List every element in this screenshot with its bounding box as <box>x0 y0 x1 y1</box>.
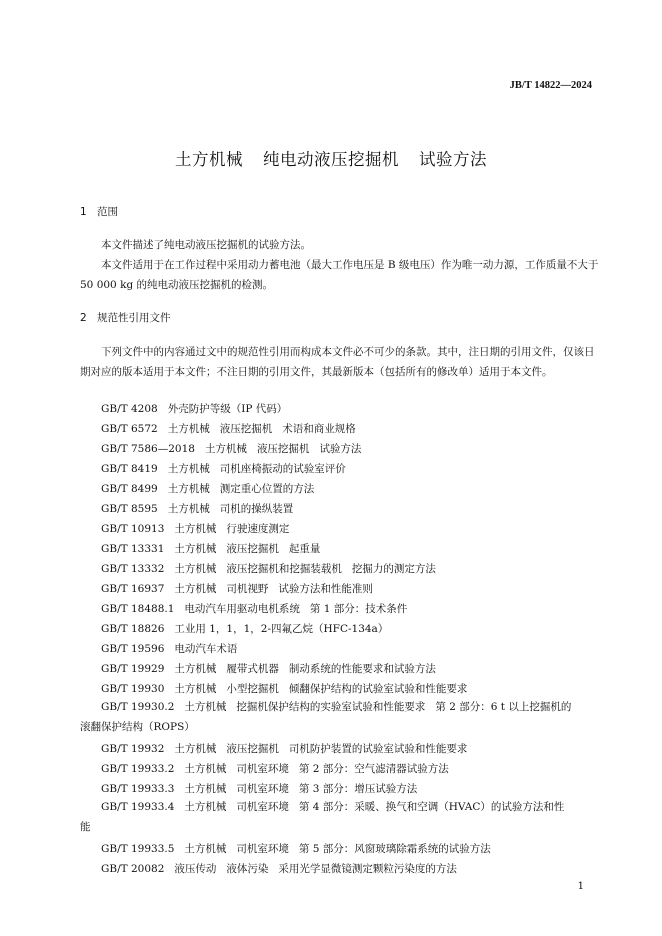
reference-code: GB/T 19932 <box>101 743 165 755</box>
reference-code: GB/T 4208 <box>101 403 158 415</box>
reference-title-part: 履带式机器 <box>226 663 279 675</box>
reference-title-part: 小型挖掘机 <box>226 683 279 695</box>
reference-title-part: 第 2 部分：6 t 以上挖掘机的 <box>435 701 572 713</box>
reference-code: GB/T 16937 <box>101 583 165 595</box>
reference-title-part: 土方机械 <box>184 701 227 713</box>
reference-title-part: 液压挖掘机 <box>226 543 279 555</box>
reference-code: GB/T 19930.2 <box>101 701 175 713</box>
reference-item <box>101 521 289 536</box>
reference-title-part: 测定重心位置的方法 <box>219 483 315 495</box>
section-1-heading <box>80 204 118 219</box>
document-title <box>0 146 662 170</box>
section-2-title: 规范性引用文件 <box>97 312 171 324</box>
reference-title-part: 土方机械 <box>204 443 247 455</box>
reference-title-part: 土方机械 <box>167 463 210 475</box>
reference-item <box>80 797 600 837</box>
section-1-number: 1 <box>80 206 87 218</box>
reference-title-part: 挖掘机保护结构的实验室试验和性能要求 <box>236 701 426 713</box>
reference-code: GB/T 19596 <box>101 643 165 655</box>
reference-title-part: 司机室环境 <box>236 763 289 775</box>
reference-title-part: 第 5 部分：风窗玻璃除霜系统的试验方法 <box>298 843 491 855</box>
reference-title-part: 土方机械 <box>184 843 227 855</box>
reference-item <box>101 661 436 676</box>
title-part-1: 土方机械 <box>175 150 243 169</box>
reference-code: GB/T 18488.1 <box>101 603 175 615</box>
reference-code: GB/T 10913 <box>101 523 165 535</box>
reference-code: GB/T 7586—2018 <box>101 443 195 455</box>
reference-title-part: 土方机械 <box>174 743 217 755</box>
reference-code: GB/T 6572 <box>101 423 158 435</box>
reference-item <box>101 561 436 576</box>
reference-code: GB/T 19929 <box>101 663 165 675</box>
reference-item <box>101 861 457 876</box>
reference-title-part: 术语和商业规格 <box>282 423 356 435</box>
reference-code: GB/T 19933.3 <box>101 783 175 795</box>
reference-item <box>101 581 373 596</box>
reference-title-part: 采用光学显微镜测定颗粒污染度的方法 <box>278 863 457 875</box>
page-number: 1 <box>577 881 584 892</box>
reference-item <box>101 621 388 636</box>
reference-title-part: 液压挖掘机 <box>226 743 279 755</box>
title-part-3: 试验方法 <box>419 150 487 169</box>
reference-title-part: 电动汽车用驱动电机系统 <box>184 603 300 615</box>
reference-title-part: 土方机械 <box>167 503 210 515</box>
reference-title-part: 土方机械 <box>174 583 217 595</box>
reference-item <box>101 601 407 616</box>
reference-title-part: 第 2 部分：空气滤清器试验方法 <box>298 763 449 775</box>
reference-item <box>101 441 361 456</box>
reference-title-part: 土方机械 <box>174 563 217 575</box>
reference-code: GB/T 20082 <box>101 863 165 875</box>
reference-item <box>101 841 491 856</box>
title-part-2: 纯电动液压挖掘机 <box>263 150 399 169</box>
reference-title-part: 土方机械 <box>174 663 217 675</box>
section-2-number: 2 <box>80 312 87 324</box>
section-1-para-2: 本文件适用于在工作过程中采用动力蓄电池（最大工作电压是 B 级电压）作为唯一动力源，工作质量不大于 50 000 kg 的纯电动液压挖掘机的检测。 <box>80 259 599 291</box>
reference-title-part: 第 3 部分：增压试验方法 <box>298 783 418 795</box>
reference-title-part: 土方机械 <box>184 763 227 775</box>
reference-title-part: 土方机械 <box>167 483 210 495</box>
reference-title-part: 土方机械 <box>174 523 217 535</box>
reference-title-part: 土方机械 <box>167 423 210 435</box>
reference-title-part: 司机室环境 <box>236 843 289 855</box>
reference-title-part: 司机室环境 <box>236 783 289 795</box>
reference-code: GB/T 19930 <box>101 683 165 695</box>
reference-item <box>101 781 417 796</box>
reference-item <box>101 741 467 756</box>
reference-item <box>101 641 237 656</box>
reference-code: GB/T 13332 <box>101 563 165 575</box>
reference-item <box>101 401 287 416</box>
reference-title-part: 土方机械 <box>174 683 217 695</box>
reference-item <box>101 761 449 776</box>
reference-code: GB/T 18826 <box>101 623 165 635</box>
section-2-intro: 下列文件中的内容通过文中的规范性引用而构成本文件必不可少的条款。其中，注日期的引用文件，仅该日期对应的版本适用于本文件；不注日期的引用文件，其最新版本（包括所有的修改单）适用于本文件。 <box>80 346 595 378</box>
reference-title-part: 工业用 1，1，1，2-四氟乙烷（HFC-134a） <box>174 623 389 635</box>
section-1-title: 范围 <box>97 206 118 218</box>
reference-code: GB/T 19933.5 <box>101 843 175 855</box>
reference-code: GB/T 8419 <box>101 463 158 475</box>
reference-title-part: 试验方法 <box>319 443 362 455</box>
reference-item <box>101 501 293 516</box>
reference-title-part: 司机的操纵装置 <box>219 503 294 515</box>
reference-title-part: 制动系统的性能要求和试验方法 <box>288 663 436 675</box>
reference-code: GB/T 8595 <box>101 503 158 515</box>
reference-title-part: 司机视野 <box>226 583 269 595</box>
reference-title-part: 试验方法和性能准则 <box>278 583 373 595</box>
reference-title-part: 司机座椅振动的试验室评价 <box>219 463 346 475</box>
reference-title-part: 土方机械 <box>184 783 227 795</box>
reference-code: GB/T 19933.4 <box>101 801 175 813</box>
reference-title-part: 第 4 部分：采暖、换气和空调（HVAC）的试验方法和性 <box>298 801 565 813</box>
reference-title-part: 第 1 部分：技术条件 <box>309 603 408 615</box>
standard-code: JB/T 14822—2024 <box>509 80 592 91</box>
reference-item <box>80 697 600 737</box>
reference-title-part: 液压挖掘机 <box>219 423 273 435</box>
reference-title-part: 土方机械 <box>174 543 217 555</box>
reference-title-part: 司机室环境 <box>236 801 289 813</box>
reference-title-part: 液压挖掘机 <box>256 443 310 455</box>
reference-code: GB/T 8499 <box>101 483 158 495</box>
reference-title-part: 土方机械 <box>184 801 227 813</box>
reference-item <box>101 681 467 696</box>
reference-item <box>101 421 356 436</box>
reference-title-part: 倾翻保护结构的试验室试验和性能要求 <box>288 683 468 695</box>
reference-title-part: 行驶速度测定 <box>226 523 290 535</box>
reference-title-part: 外壳防护等级（IP 代码） <box>167 403 288 415</box>
reference-title-part: 液压挖掘机和挖掘装载机 <box>226 563 342 575</box>
reference-item <box>101 541 320 556</box>
reference-title-part: 液体污染 <box>226 863 269 875</box>
reference-continuation: 滚翻保护结构（ROPS） <box>80 721 195 733</box>
reference-title-part: 起重量 <box>288 543 321 555</box>
reference-title-part: 司机防护装置的试验室试验和性能要求 <box>288 743 468 755</box>
reference-item <box>101 461 346 476</box>
reference-code: GB/T 13331 <box>101 543 165 555</box>
reference-code: GB/T 19933.2 <box>101 763 175 775</box>
section-2-heading <box>80 310 171 325</box>
reference-title-part: 液压传动 <box>174 863 217 875</box>
section-1-para-1: 本文件描述了纯电动液压挖掘机的试验方法。 <box>101 239 311 251</box>
reference-title-part: 挖掘力的测定方法 <box>351 563 436 575</box>
reference-title-part: 电动汽车术语 <box>174 643 238 655</box>
reference-item <box>101 481 314 496</box>
reference-continuation: 能 <box>80 821 91 833</box>
